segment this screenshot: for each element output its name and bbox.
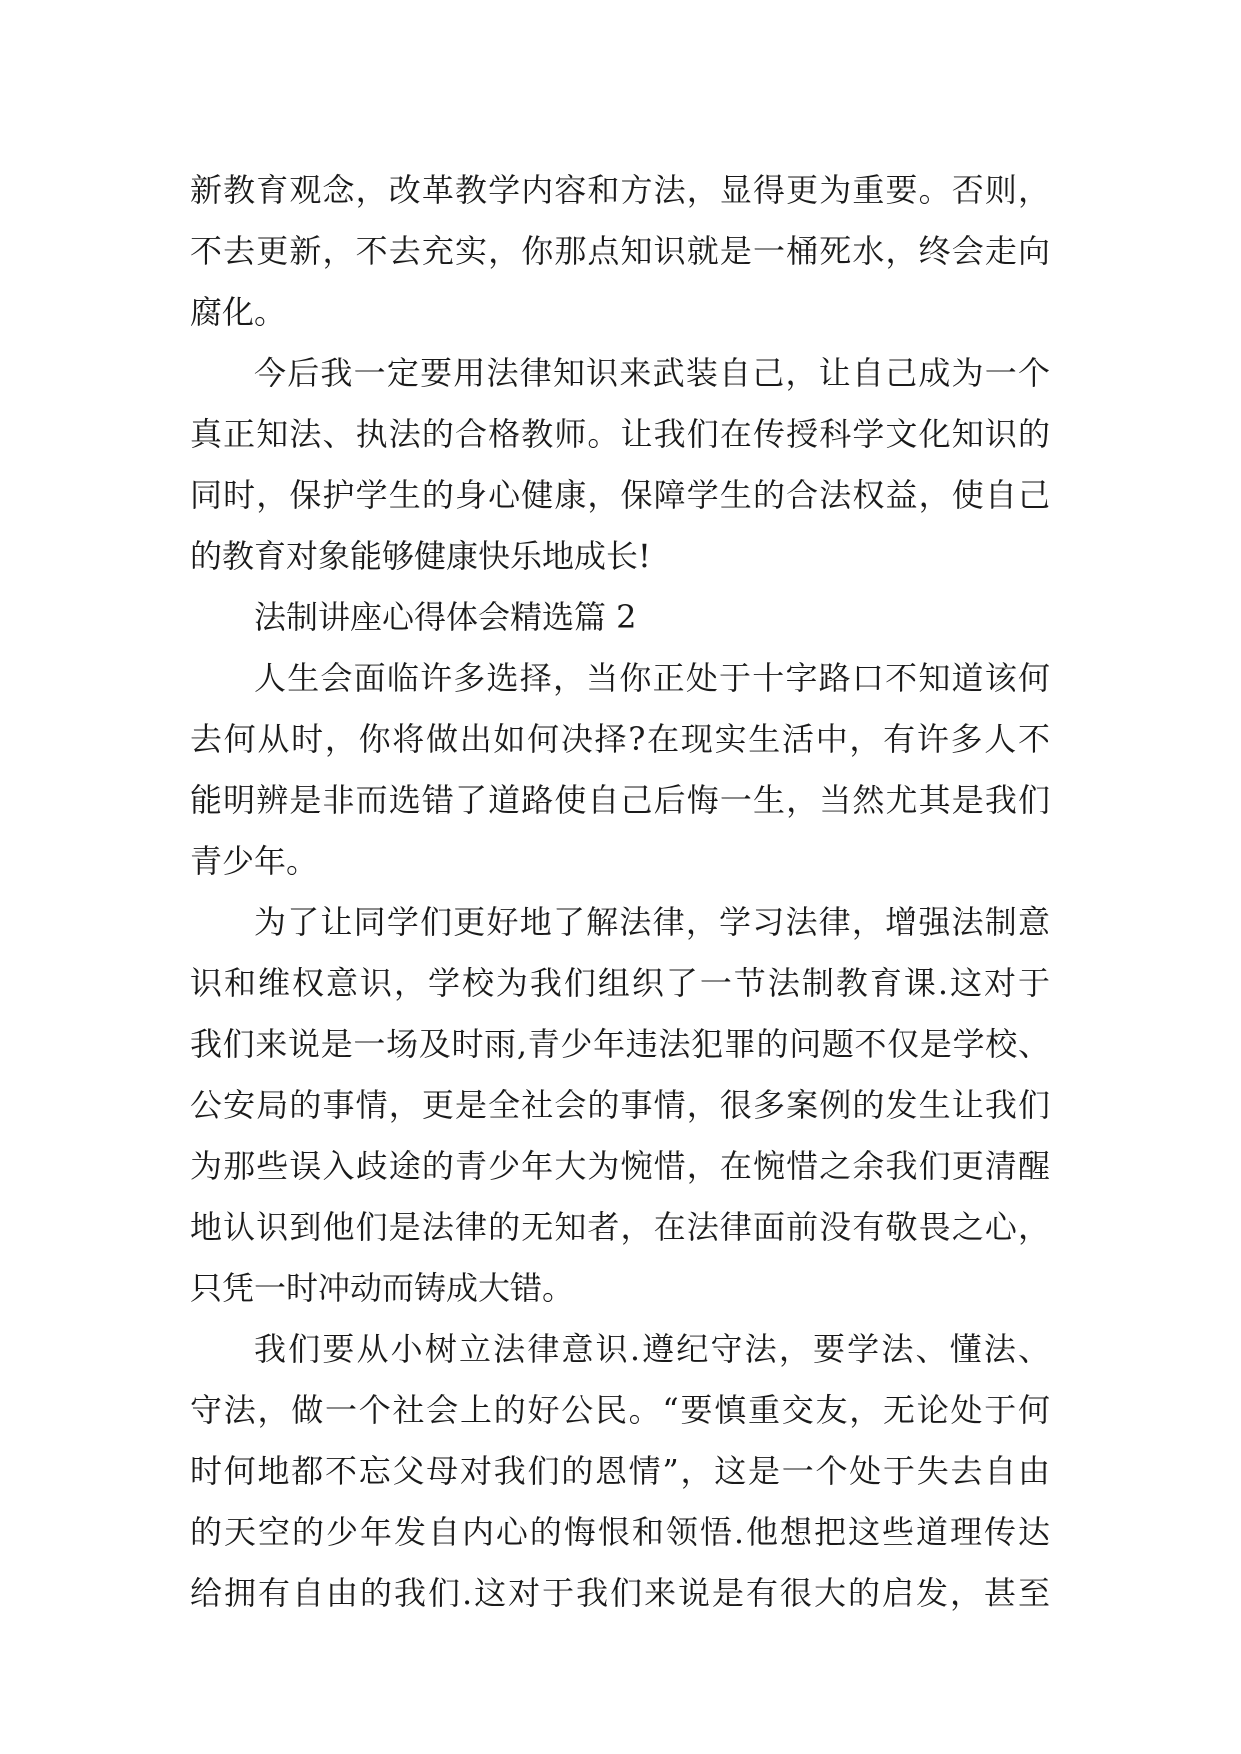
text-line: 真正知法、执法的合格教师。让我们在传授科学文化知识的 <box>190 415 1050 453</box>
text-line: 我们来说是一场及时雨,青少年违法犯罪的问题不仅是学校、 <box>190 1025 1050 1063</box>
text-line: 我们要从小树立法律意识.遵纪守法，要学法、懂法、 <box>254 1330 1050 1368</box>
text-line: 青少年。 <box>190 842 319 880</box>
text-line: 公安局的事情，更是全社会的事情，很多案例的发生让我们 <box>190 1086 1050 1124</box>
text-line: 腐化。 <box>190 293 287 331</box>
document-body <box>190 160 1050 1624</box>
text-line: 今后我一定要用法律知识来武装自己，让自己成为一个 <box>254 354 1050 392</box>
text-line: 人生会面临许多选择，当你正处于十字路口不知道该何 <box>254 659 1050 697</box>
text-line: 去何从时，你将做出如何决择?在现实生活中，有许多人不 <box>190 720 1050 758</box>
text-line: 不去更新，不去充实，你那点知识就是一桶死水，终会走向 <box>190 232 1050 270</box>
paragraph <box>190 587 1050 648</box>
text-line: 给拥有自由的我们.这对于我们来说是有很大的启发，甚至 <box>190 1574 1050 1612</box>
text-line: 的天空的少年发自内心的悔恨和领悟.他想把这些道理传达 <box>190 1513 1050 1551</box>
text-line: 新教育观念，改革教学内容和方法，显得更为重要。否则， <box>190 171 1050 209</box>
paragraph <box>190 160 1050 343</box>
text-line: 地认识到他们是法律的无知者，在法律面前没有敬畏之心， <box>190 1208 1050 1246</box>
text-line: 的教育对象能够健康快乐地成长! <box>190 537 651 575</box>
text-line: 能明辨是非而选错了道路使自己后悔一生，当然尤其是我们 <box>190 781 1050 819</box>
text-line: 为了让同学们更好地了解法律，学习法律，增强法制意 <box>254 903 1050 941</box>
paragraph <box>190 1319 1050 1624</box>
paragraph <box>190 343 1050 587</box>
text-line: 法制讲座心得体会精选篇 2 <box>254 598 637 636</box>
text-line: 为那些误入歧途的青少年大为惋惜，在惋惜之余我们更清醒 <box>190 1147 1050 1185</box>
paragraph <box>190 892 1050 1319</box>
text-line: 只凭一时冲动而铸成大错。 <box>190 1269 575 1307</box>
paragraph <box>190 648 1050 892</box>
text-line: 守法，做一个社会上的好公民。“要慎重交友，无论处于何 <box>190 1391 1050 1429</box>
text-line: 同时，保护学生的身心健康，保障学生的合法权益，使自己 <box>190 476 1050 514</box>
text-line: 识和维权意识，学校为我们组织了一节法制教育课.这对于 <box>190 964 1050 1002</box>
text-line: 时何地都不忘父母对我们的恩情”，这是一个处于失去自由 <box>190 1452 1050 1490</box>
